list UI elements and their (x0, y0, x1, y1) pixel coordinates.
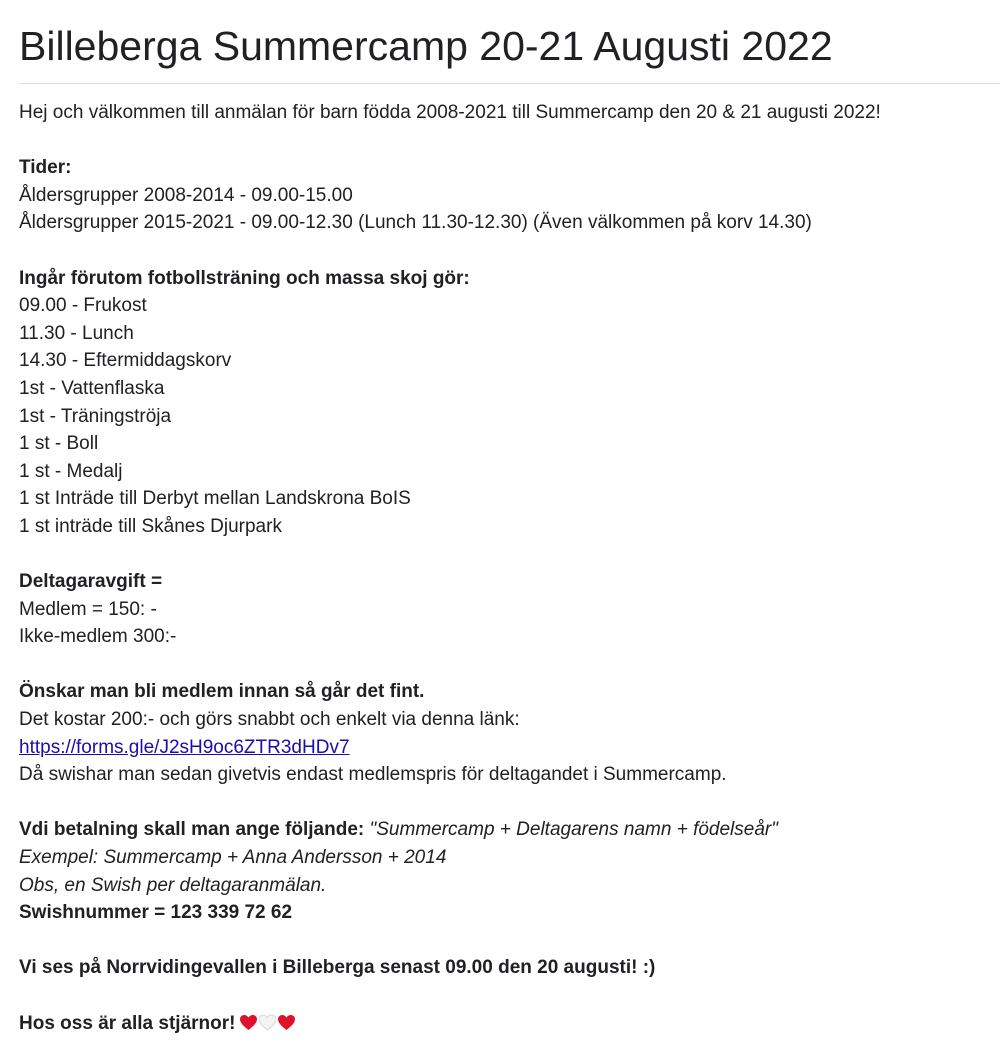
form-description (19, 99, 1000, 1037)
red-heart-icon (277, 1014, 296, 1031)
ingar-item: 1 st - Boll (19, 433, 99, 455)
ingar-item: 1st - Träningströja (19, 405, 172, 427)
hearts-group (239, 1010, 296, 1038)
ingar-item: 09.00 - Frukost (19, 295, 147, 317)
membership-form-link[interactable]: https://forms.gle/J2sH9oc6ZTR3dHDv7 (19, 736, 350, 758)
avgift-medlem: Medlem = 150: - (19, 598, 157, 620)
white-heart-icon (258, 1014, 277, 1031)
betalning-note: Obs, en Swish per deltagaranmälan. (19, 874, 327, 896)
betalning-label: Vdi betalning skall man ange följande: (19, 819, 365, 841)
vises-text: Vi ses på Norrvidingevallen i Billeberga senast 09.00 den 20 augusti! :) (19, 957, 656, 979)
intro-text: Hej och välkommen till anmälan för barn födda 2008-2021 till Summercamp den 20 & 21 augusti 2022! (19, 102, 881, 123)
tider-line: Åldersgrupper 2015-2021 - 09.00-12.30 (Lunch 11.30-12.30) (Även välkommen på korv 14.30) (19, 212, 812, 234)
medlemskap-after: Då swishar man sedan givetvis endast medlemspris för deltagandet i Summercamp. (19, 764, 727, 786)
ingar-item: 1 st Inträde till Derbyt mellan Landskrona BoIS (19, 488, 411, 510)
ingar-heading: Ingår förutom fotbollsträning och massa skoj gör: (19, 267, 470, 289)
page-title: Billeberga Summercamp 20-21 Augusti 2022 (19, 23, 833, 69)
medlemskap-text: Det kostar 200:- och görs snabbt och enkelt via denna länk: (19, 709, 520, 731)
tider-line: Åldersgrupper 2008-2014 - 09.00-15.00 (19, 184, 353, 206)
red-heart-icon (239, 1014, 258, 1031)
title-divider (19, 83, 1000, 84)
ingar-item: 1 st inträde till Skånes Djurpark (19, 515, 282, 537)
tider-heading: Tider: (19, 157, 72, 179)
avgift-ickemedlem: Ikke-medlem 300:- (19, 626, 177, 648)
betalning-format: "Summercamp + Deltagarens namn + födelseår" (369, 819, 778, 841)
medlemskap-heading: Önskar man bli medlem innan så går det fint. (19, 681, 425, 703)
ingar-item: 11.30 - Lunch (19, 322, 134, 344)
ingar-item: 1st - Vattenflaska (19, 377, 165, 399)
avgift-heading: Deltagaravgift = (19, 571, 163, 593)
ingar-item: 1 st - Medalj (19, 460, 123, 482)
swish-number: Swishnummer = 123 339 72 62 (19, 902, 293, 924)
betalning-example: Exempel: Summercamp + Anna Andersson + 2014 (19, 847, 447, 869)
closing-text: Hos oss är alla stjärnor! (19, 1012, 236, 1034)
ingar-item: 14.30 - Eftermiddagskorv (19, 350, 232, 372)
